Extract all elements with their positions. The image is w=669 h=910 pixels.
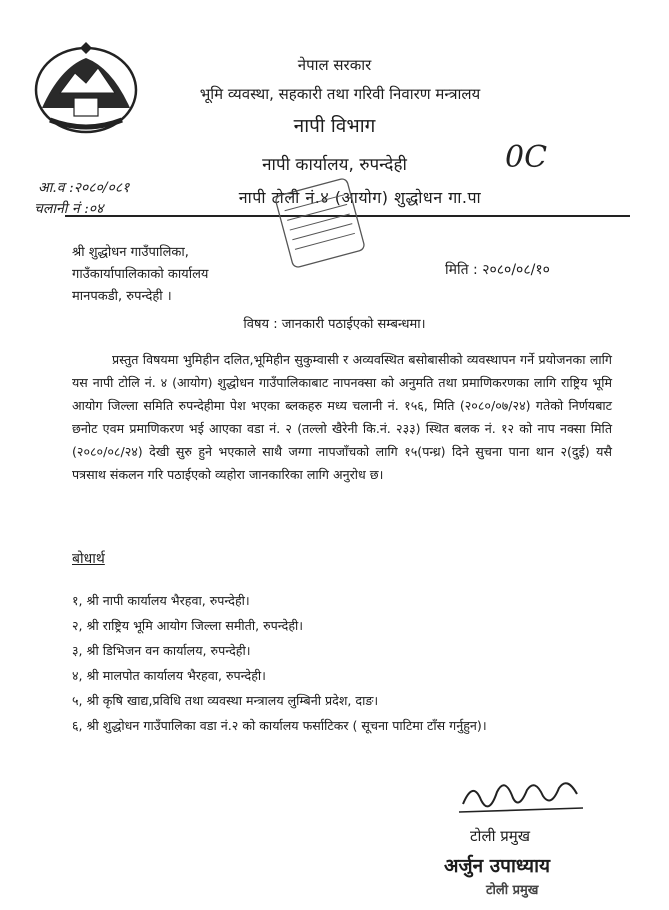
reference-number: आ.व :२०८०/०८१ xyxy=(38,180,130,196)
signatory-designation: टोली प्रमुख xyxy=(486,883,539,898)
letter-subject: विषय : जानकारी पठाईएको सम्बन्धमा। xyxy=(243,317,426,332)
recipient-line-1: श्री शुद्धोधन गाउँपालिका, xyxy=(72,245,189,260)
recipient-address xyxy=(72,242,208,308)
cc-item: २, श्री राष्ट्रिय भूमि आयोग जिल्ला समीती, रुपन्देही। xyxy=(72,618,304,633)
letter-date: मिति : २०८०/०८/१० xyxy=(445,262,550,278)
cc-item: ३, श्री डिभिजन वन कार्यालय, रुपन्देही। xyxy=(72,643,251,658)
cc-heading: बोधार्थ xyxy=(72,551,105,567)
header-department: नापी विभाग xyxy=(293,115,376,137)
dispatch-number: चलानी नं :०४ xyxy=(34,201,104,217)
cc-item: ४, श्री मालपोत कार्यालय भैरहवा, रुपन्देही। xyxy=(72,668,266,683)
recipient-line-3: मानपकडी, रुपन्देही । xyxy=(72,289,172,304)
cc-item: ५, श्री कृषि खाद्य,प्रविधि तथा व्यवस्था मन्त्रालय लुम्बिनी प्रदेश, दाङ। xyxy=(72,693,379,708)
header-team: नापी टोली नं.४ (आयोग) शुद्धोधन गा.पा xyxy=(238,188,482,207)
header-govt: नेपाल सरकार xyxy=(297,56,372,74)
signature-title: टोली प्रमुख xyxy=(470,827,531,845)
header-office: नापी कार्यालय, रुपन्देही xyxy=(262,155,407,175)
recipient-line-2: गाउँकार्यापालिकाको कार्यालय xyxy=(72,267,209,282)
cc-list xyxy=(72,588,612,738)
handwritten-mark: 0C xyxy=(505,140,548,175)
signatory-name: अर्जुन उपाध्याय xyxy=(444,855,551,877)
cc-item: ६, श्री शुद्धोधन गाउँपालिका वडा नं.२ को कार्यालय फर्साटिकर ( सूचना पाटिमा टाँस गर्नुहुन)। xyxy=(72,718,487,733)
cc-item: १, श्री नापी कार्यालय भैरहवा, रुपन्देही। xyxy=(72,593,250,608)
letter-body: प्रस्तुत विषयमा भुमिहीन दलित,भूमिहीन सुकुम्वासी र अव्यवस्थित बसोबासीको व्यवस्थापन गर्ने प्रयोजनका लागि यस नापी टोलि नं. ४ (आयोग) शुद्धोधन गाउँपालिकाबाट नापनक्सा को अनुमति तथा प्रमाणिकरणका लागि राष्ट्रिय भूमि आयोग जिल्ला समिति रुपन्देहीमा पेश भएका ब्लकहरु मध्य चलानी नं. १५६, मिति (२०८०/०७/२४) गतेको निर्णयबाट छनोट एवम प्रमाणिकरण भई आएका वडा नं. २ (तल्लो खैरेनी कि.नं. २३३) स्थित बलक नं. १२ को नाप नक्सा मिति (२०८०/०८/२४) देखी सुरु हुने भएकाले साथै जग्गा नापजाँचको लागि १५(पन्ध्र) दिने सुचना पाना थान २(दुई) यसै पत्रसाथ संकलन गरि पठाईएको व्यहोरा जानकारिका लागि अनुरोध छ। xyxy=(72,352,612,482)
header-ministry: भूमि व्यवस्था, सहकारी तथा गरिवी निवारण मन्त्रालय xyxy=(199,85,481,103)
signature-icon xyxy=(455,770,595,820)
office-stamp-icon xyxy=(275,178,365,268)
